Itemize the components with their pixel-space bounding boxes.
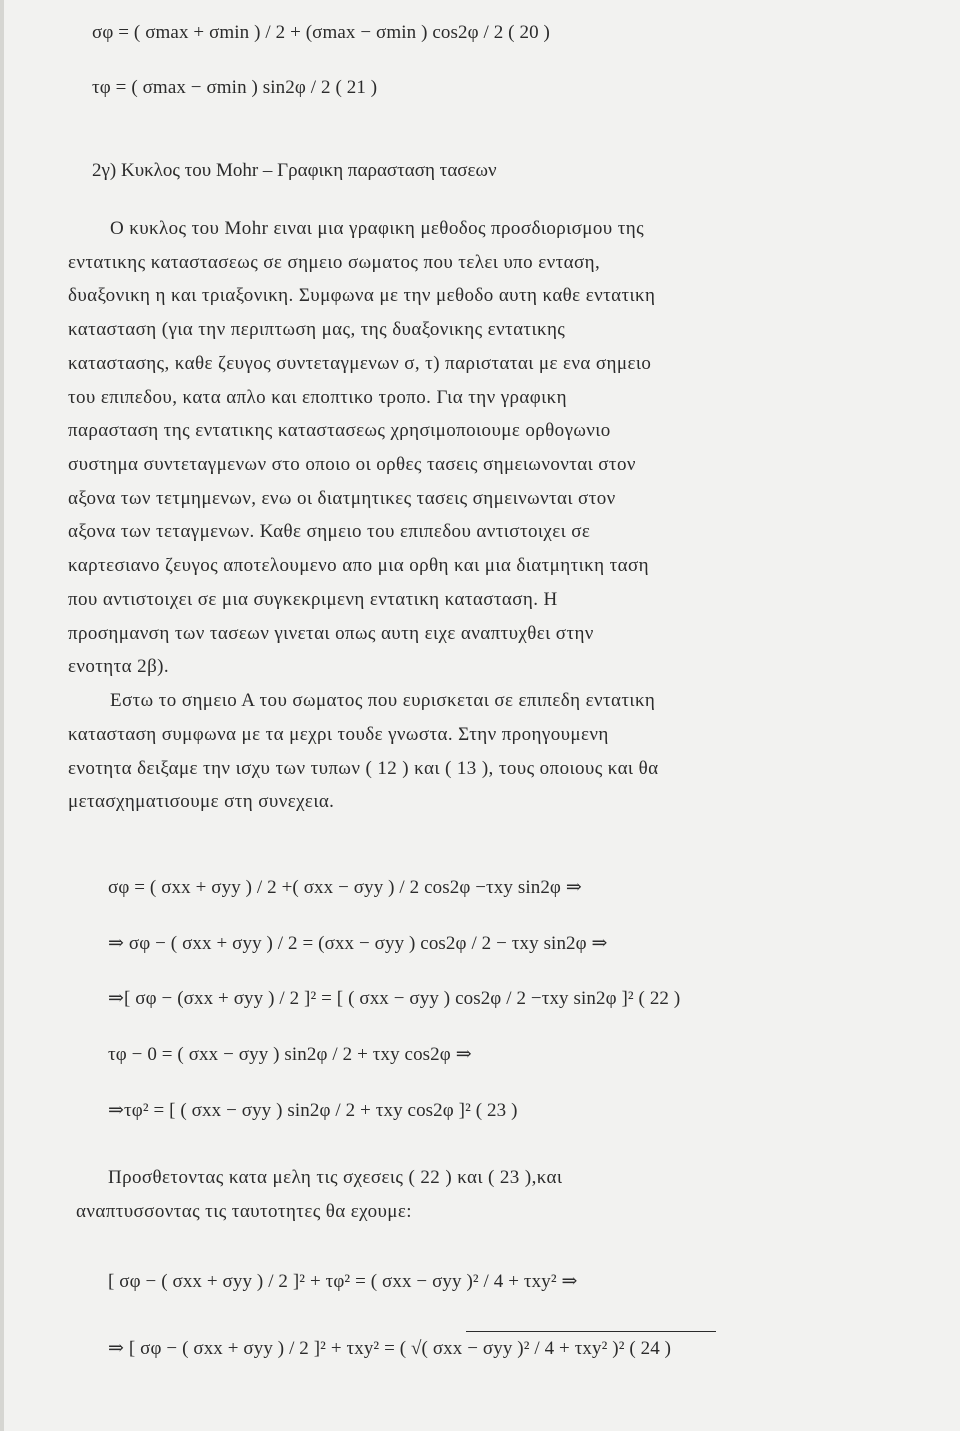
equation-22: ⇒[ σφ − (σxx + σyy ) / 2 ]² = [ ( σxx − σyy ) cos2φ / 2 −τxy sin2φ ]² ( 22 ) bbox=[108, 988, 681, 1009]
text-line: καταστασης, καθε ζευγος συντεταγμενων σ, τ) παρισταται με ενα σημειο bbox=[68, 353, 652, 374]
text-line: παρασταση της εντατικης καταστασεως χρησιμοποιουμε ορθογωνιο bbox=[68, 420, 611, 441]
sqrt-overbar bbox=[466, 1331, 716, 1332]
text-line: αξονα των τετμημενων, ενω οι διατμητικες τασεις σημεινωνται στον bbox=[68, 488, 616, 509]
equation-line: ⇒ σφ − ( σxx + σyy ) / 2 = (σxx − σyy ) cos2φ / 2 − τxy sin2φ ⇒ bbox=[108, 933, 608, 954]
text-line: που αντιστοιχει σε μια συγκεκριμενη εντατικη κατασταση. Η bbox=[68, 589, 558, 610]
text-line: δυαξονικη η και τριαξονικη. Συμφωνα με την μεθοδο αυτη καθε εντατικη bbox=[68, 285, 656, 306]
text-line: Ο κυκλος του Mohr ειναι μια γραφικη μεθοδος προσδιορισμου της bbox=[110, 218, 644, 239]
text-line: συστημα συντεταγμενων στο οποιο οι ορθες τασεις σημειωνονται στον bbox=[68, 454, 636, 475]
text-line: μετασχηματισουμε στη συνεχεια. bbox=[68, 791, 335, 812]
text-line: Προσθετοντας κατα μελη τις σχεσεις ( 22 ) και ( 23 ),και bbox=[108, 1167, 563, 1188]
equation-line: τφ − 0 = ( σxx − σyy ) sin2φ / 2 + τxy cos2φ ⇒ bbox=[108, 1044, 472, 1065]
text-line: κατασταση συμφωνα με τα μεχρι τουδε γνωστα. Στην προηγουμενη bbox=[68, 724, 609, 745]
equation-20: σφ = ( σmax + σmin ) / 2 + (σmax − σmin ) cos2φ / 2 ( 20 ) bbox=[92, 22, 550, 43]
equation-23: ⇒τφ² = [ ( σxx − σyy ) sin2φ / 2 + τxy cos2φ ]² ( 23 ) bbox=[108, 1100, 518, 1121]
text-line: αναπτυσσοντας τις ταυτοτητες θα εχουμε: bbox=[76, 1201, 412, 1222]
text-line: εντατικης καταστασεως σε σημειο σωματος που τελει υπο ενταση, bbox=[68, 252, 601, 273]
equation-24: ⇒ [ σφ − ( σxx + σyy ) / 2 ]² + τxy² = ( √( σxx − σyy )² / 4 + τxy² )² ( 24 ) bbox=[108, 1338, 672, 1359]
text-line: κατασταση (για την περιπτωση μας, της δυαξονικης εντατικης bbox=[68, 319, 566, 340]
text-line: Εστω το σημειο Α του σωματος που ευρισκεται σε επιπεδη εντατικη bbox=[110, 690, 656, 711]
equation-line: σφ = ( σxx + σyy ) / 2 +( σxx − σyy ) / 2 cos2φ −τxy sin2φ ⇒ bbox=[108, 877, 582, 898]
text-line: ενοτητα δειξαμε την ισχυ των τυπων ( 12 ) και ( 13 ), τους οποιους και θα bbox=[68, 758, 659, 779]
text-line: καρτεσιανο ζευγος αποτελουμενο απο μια ορθη και μια διατμητικη ταση bbox=[68, 555, 649, 576]
text-line: αξονα των τεταγμενων. Καθε σημειο του επιπεδου αντιστοιχει σε bbox=[68, 521, 591, 542]
equation-line: [ σφ − ( σxx + σyy ) / 2 ]² + τφ² = ( σxx − σyy )² / 4 + τxy² ⇒ bbox=[108, 1271, 578, 1292]
section-heading: 2γ) Κυκλος του Mohr – Γραφικη παρασταση τασεων bbox=[92, 160, 497, 181]
equation-21: τφ = ( σmax − σmin ) sin2φ / 2 ( 21 ) bbox=[92, 77, 378, 98]
text-line: προσημανση των τασεων γινεται οπως αυτη ειχε αναπτυχθει στην bbox=[68, 623, 594, 644]
page-edge-shadow bbox=[0, 0, 4, 1431]
text-line: ενοτητα 2β). bbox=[68, 656, 170, 677]
text-line: του επιπεδου, κατα απλο και εποπτικο τροπο. Για την γραφικη bbox=[68, 387, 567, 408]
